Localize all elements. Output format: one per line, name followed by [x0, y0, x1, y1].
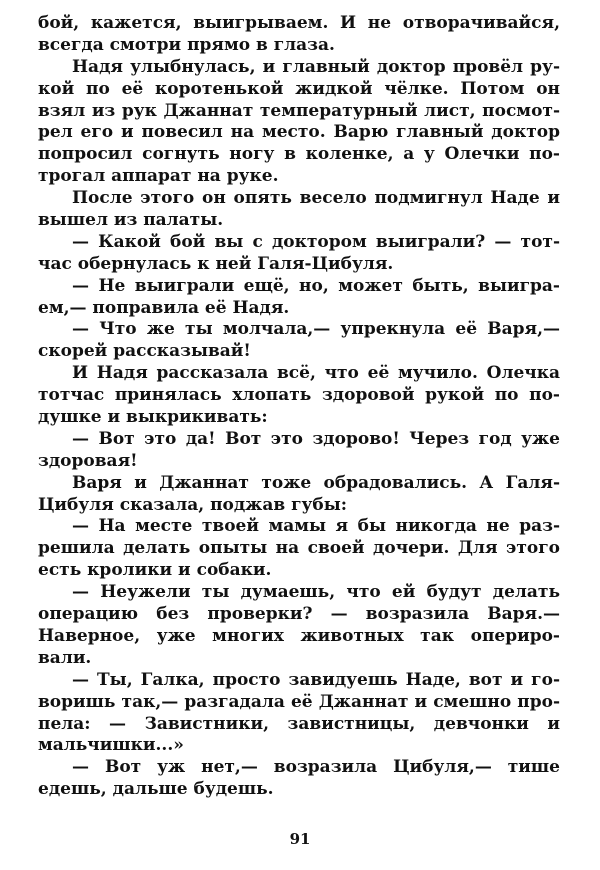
text-line: рел его и повесил на место. Варю главный доктор: [38, 122, 560, 143]
text-line: — Что же ты молчала,— упрекнула её Варя,—: [72, 319, 560, 340]
text-line: — Ты, Галка, просто завидуешь Наде, вот и го-: [72, 669, 560, 690]
text-line: После этого он опять весело подмигнул Наде и: [72, 188, 560, 209]
text-line: вали.: [38, 647, 92, 668]
text-line: вышел из палаты.: [38, 210, 224, 231]
text-line: — Не выиграли ещё, но, может быть, выигра-: [72, 275, 560, 296]
text-line: решила делать опыты на своей дочери. Для этого: [38, 538, 560, 559]
page-number: 91: [289, 830, 311, 848]
text-line: Наверное, уже многих животных так опериро-: [38, 625, 560, 646]
text-line: здоровая!: [38, 450, 138, 471]
text-line: бой, кажется, выигрываем. И не отворачивайся,: [38, 13, 560, 33]
text-line: — Неужели ты думаешь, что ей будут делать: [72, 582, 560, 603]
text-line: едешь, дальше будешь.: [38, 779, 274, 800]
text-line: попросил согнуть ногу в коленке, а у Олечки по-: [38, 144, 560, 165]
text-line: тотчас принялась хлопать здоровой рукой по по-: [38, 385, 560, 406]
text-line: пела: — Завистники, завистницы, девчонки и: [38, 713, 560, 734]
text-line: ем,— поправила её Надя.: [38, 297, 290, 318]
page-text-body: [38, 13, 560, 801]
text-line: час обернулась к ней Галя-Цибуля.: [38, 253, 394, 274]
text-line: — Вот уж нет,— возразила Цибуля,— тише: [72, 757, 560, 778]
text-line: операцию без проверки? — возразила Варя.—: [38, 604, 560, 625]
text-line: Надя улыбнулась, и главный доктор провёл ру-: [72, 56, 560, 77]
text-line: Варя и Джаннат тоже обрадовались. А Галя-: [72, 472, 560, 493]
text-line: — Какой бой вы с доктором выиграли? — тот-: [72, 231, 560, 252]
text-line: воришь так,— разгадала её Джаннат и смешно про-: [38, 691, 560, 712]
text-line: всегда смотри прямо в глаза.: [38, 34, 335, 55]
text-line: взял из рук Джаннат температурный лист, посмот-: [38, 100, 560, 121]
text-line: душке и выкрикивать:: [38, 407, 268, 428]
text-line: кой по её коротенькой жидкой чёлке. Потом он: [38, 78, 560, 99]
text-line: трогал аппарат на руке.: [38, 166, 279, 187]
text-line: есть кролики и собаки.: [38, 560, 272, 581]
text-line: — Вот это да! Вот это здорово! Через год уже: [72, 428, 560, 449]
text-line: Цибуля сказала, поджав губы:: [38, 494, 348, 515]
text-line: И Надя рассказала всё, что её мучило. Олечка: [72, 363, 560, 384]
text-line: скорей рассказывай!: [38, 341, 251, 362]
text-line: — На месте твоей мамы я бы никогда не раз-: [72, 516, 560, 537]
text-line: мальчишки...»: [38, 735, 184, 756]
